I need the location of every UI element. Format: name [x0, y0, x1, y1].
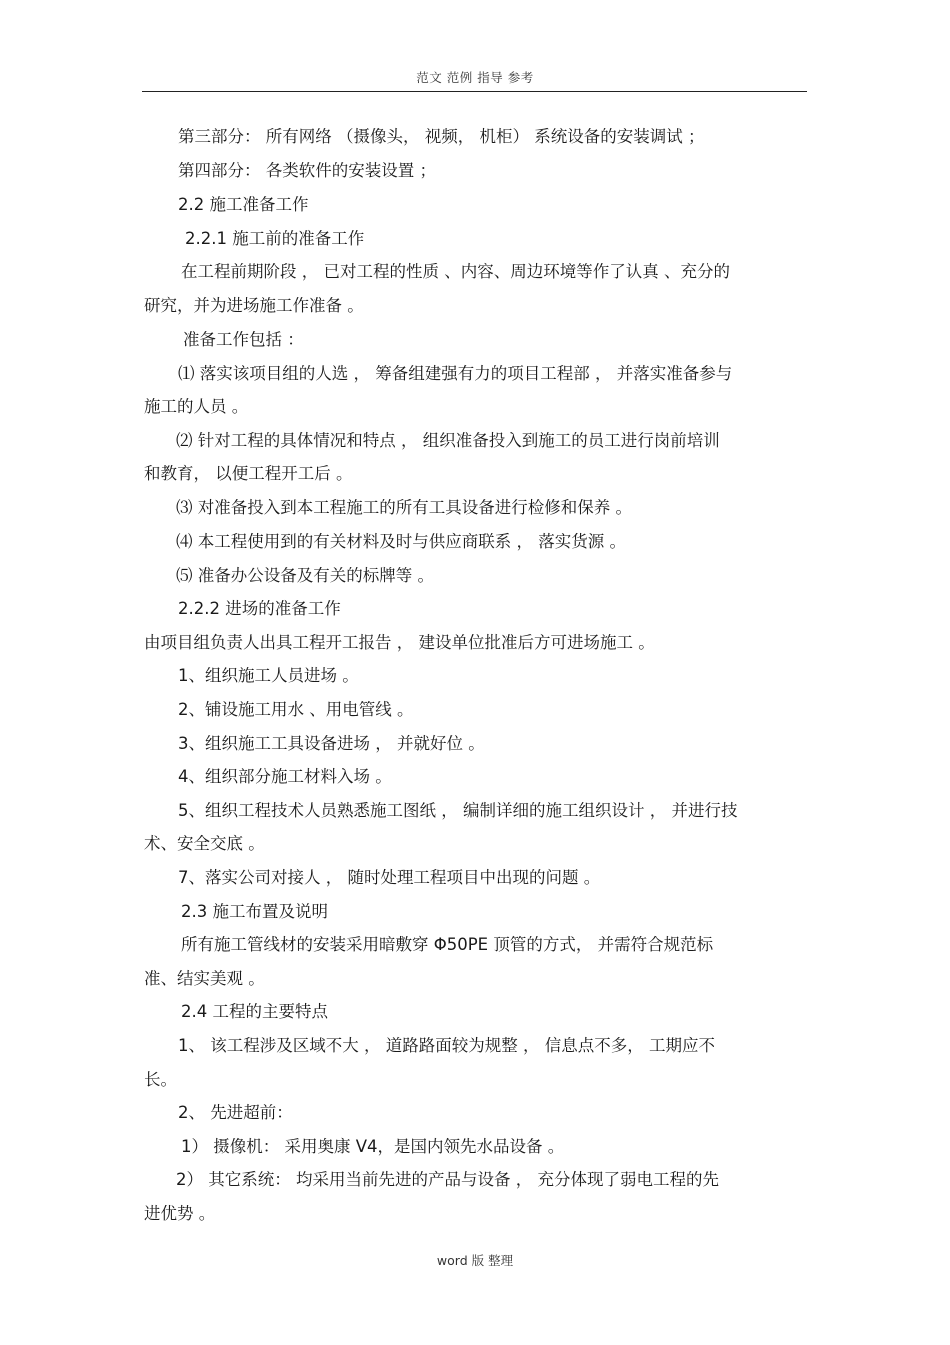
list-item: ⑴ 落实该项目组的人选 ， 筹备组建强有力的项目工程部 ， 并落实准备参与: [178, 364, 733, 383]
list-item: ⑶ 对准备投入到本工程施工的所有工具设备进行检修和保养 。: [176, 498, 632, 517]
list-item: ⑸ 准备办公设备及有关的标牌等 。: [176, 566, 434, 585]
subsection-heading-2-2-1: 2.2.1 施工前的准备工作: [185, 229, 365, 248]
header-divider: [142, 91, 807, 92]
list-item: 2） 其它系统： 均采用当前先进的产品与设备 ， 充分体现了弱电工程的先: [176, 1170, 719, 1189]
body-line: 术、安全交底 。: [144, 834, 265, 853]
body-line: 准、结实美观 。: [144, 969, 265, 988]
page-header: 范文 范例 指导 参考: [416, 70, 534, 85]
section-heading-2-3: 2.3 施工布置及说明: [181, 902, 328, 921]
body-line: 和教育， 以便工程开工后 。: [144, 464, 353, 483]
body-line: 研究，并为进场施工作准备 。: [144, 296, 364, 315]
body-line: 由项目组负责人出具工程开工报告 ， 建设单位批准后方可进场施工 。: [144, 633, 655, 652]
list-item: 1） 摄像机： 采用奥康 V4，是国内领先水品设备 。: [181, 1137, 565, 1156]
subsection-heading-2-2-2: 2.2.2 进场的准备工作: [178, 599, 341, 618]
list-item: 4、组织部分施工材料入场 。: [178, 767, 392, 786]
body-line: 进优势 。: [144, 1204, 216, 1223]
list-item: 5、组织工程技术人员熟悉施工图纸 ， 编制详细的施工组织设计 ， 并进行技: [178, 801, 738, 820]
list-item: 2、 先进超前：: [178, 1103, 293, 1122]
list-item: 1、 该工程涉及区域不大 ， 道路路面较为规整 ， 信息点不多， 工期应不: [178, 1036, 715, 1055]
list-item: 3、组织施工工具设备进场 ， 并就好位 。: [178, 734, 485, 753]
body-line: 在工程前期阶段 ， 已对工程的性质 、内容、周边环境等作了认真 、充分的: [181, 262, 730, 281]
page-footer: word 版 整理: [436, 1253, 514, 1268]
list-item: 2、铺设施工用水 、用电管线 。: [178, 700, 414, 719]
body-line: 施工的人员 。: [144, 397, 249, 416]
body-line: 第三部分： 所有网络 （摄像头， 视频， 机柜） 系统设备的安装调试 ；: [178, 127, 705, 146]
body-line: 第四部分： 各类软件的安装设置 ；: [178, 161, 436, 180]
list-item: 7、落实公司对接人 ， 随时处理工程项目中出现的问题 。: [178, 868, 601, 887]
body-line: 所有施工管线材的安装采用暗敷穿 Φ50PE 顶管的方式， 并需符合规范标: [181, 935, 714, 954]
list-item: ⑵ 针对工程的具体情况和特点 ， 组织准备投入到施工的员工进行岗前培训: [176, 431, 720, 450]
body-line: 长。: [144, 1070, 177, 1089]
list-item: ⑷ 本工程使用到的有关材料及时与供应商联系 ， 落实货源 。: [176, 532, 626, 551]
list-item: 1、组织施工人员进场 。: [178, 666, 359, 685]
body-line: 准备工作包括 ：: [183, 330, 304, 349]
section-heading-2-4: 2.4 工程的主要特点: [181, 1002, 328, 1021]
section-heading-2-2: 2.2 施工准备工作: [178, 195, 309, 214]
